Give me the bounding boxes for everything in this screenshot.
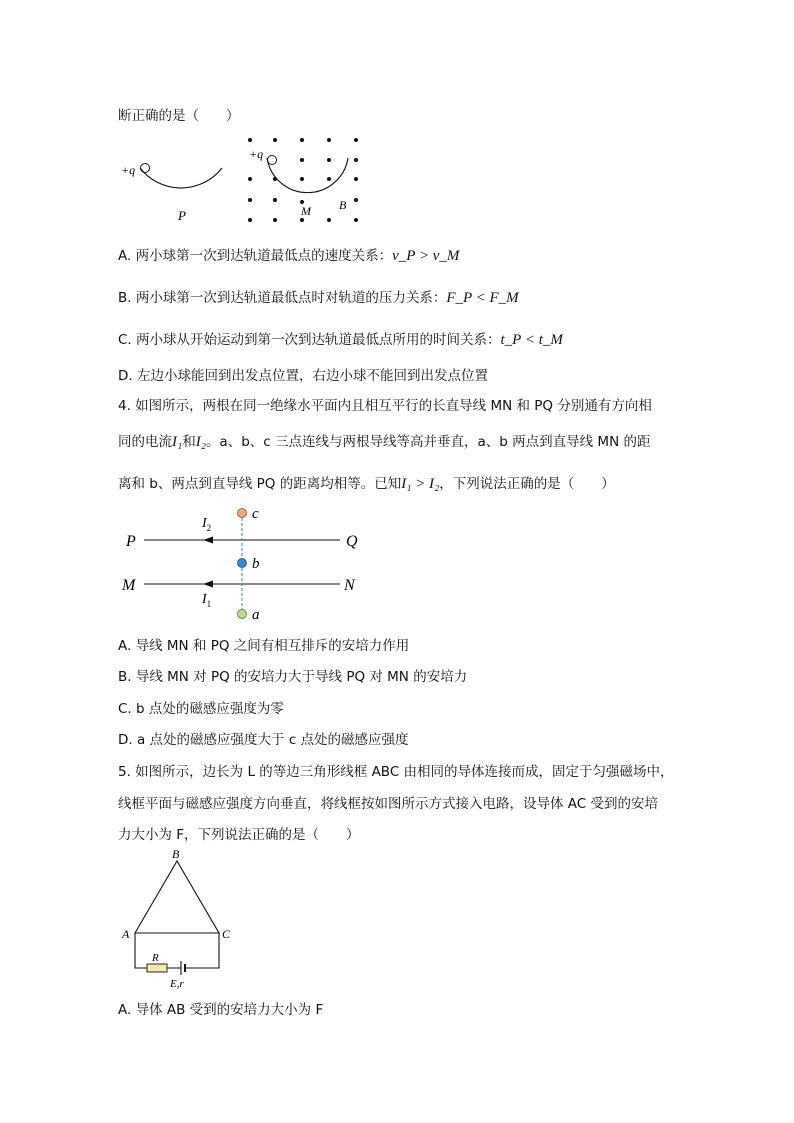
q3-option-a-math: v_P > v_M: [392, 248, 460, 264]
q5-triangle: [135, 861, 219, 933]
q3-option-b: B. 两小球第一次到达轨道最低点时对轨道的压力关系：F_P < F_M: [118, 290, 519, 306]
q4-label-I2: $I_2$: [202, 516, 212, 533]
q4-label-P: P: [126, 533, 136, 550]
q4-option-b: B. 导线 MN 对 PQ 的安培力大于导线 PQ 对 MN 的安培力: [118, 669, 468, 685]
q4-label-c: c: [252, 506, 259, 522]
q4-stem-line3: 离和 b、两点到直导线 PQ 的距离均相等。已知I₁ > I₂，下列说法正确的是（ ）: [118, 476, 615, 492]
q4-point-a: [238, 610, 247, 619]
q5-label-A: A: [122, 927, 130, 941]
q4-current-I1: I₁: [172, 434, 183, 450]
q5-label-Er: E,r: [170, 978, 184, 990]
q4-label-I1: $I_1$: [202, 592, 212, 609]
q4-label-Q: Q: [346, 533, 358, 550]
q4-point-b: [238, 559, 247, 568]
q3-label-M: M: [301, 204, 311, 218]
q4-condition: I₁ > I₂: [401, 476, 440, 492]
q3-charge-right: +q: [249, 147, 264, 161]
q5-label-R: R: [152, 952, 159, 964]
q4-figure: [118, 502, 368, 624]
q4-label-M: M: [122, 577, 136, 594]
q5-stem-line2: 线框平面与磁感应强度方向垂直，将线框按如图所示方式接入电路，设导体 AC 受到的安培: [118, 796, 659, 812]
q4-point-c: [238, 509, 247, 518]
q4-stem-line1: 4. 如图所示，两根在同一绝缘水平面内且相互平行的长直导线 MN 和 PQ 分别通有方向相: [118, 398, 652, 414]
q3-label-B: B: [339, 198, 347, 212]
q5-stem-line3: 力大小为 F，下列说法正确的是（ ）: [118, 827, 360, 843]
q4-arrow-MN: [203, 581, 213, 588]
q3-option-c-math: t_P < t_M: [500, 332, 563, 348]
q3-option-c: C. 两小球从开始运动到第一次到达轨道最低点所用的时间关系：t_P < t_M: [118, 332, 563, 348]
q3-label-P: P: [178, 208, 186, 223]
q3-track-left: [140, 168, 222, 188]
q4-option-a: A. 导线 MN 和 PQ 之间有相互排斥的安培力作用: [118, 638, 410, 654]
q3-stem-tail: 断正确的是（ ）: [118, 108, 240, 124]
q3-ball-left: [141, 164, 150, 173]
q3-option-b-math: F_P < F_M: [446, 290, 519, 306]
q3-figure: [115, 130, 375, 230]
q3-option-d: D. 左边小球能回到出发点位置，右边小球不能回到出发点位置: [118, 368, 488, 384]
q3-charge-left: +q: [121, 163, 136, 177]
q4-label-b: b: [252, 556, 260, 572]
q4-label-N: N: [344, 577, 355, 594]
q4-stem-line2: 同的电流I₁和I₂。a、b、c 三点连线与两根导线等高并垂直，a、b 两点到直导线 MN 的距: [118, 434, 651, 450]
q5-option-a: A. 导体 AB 受到的安培力大小为 F: [118, 1002, 324, 1018]
q4-arrow-PQ: [203, 537, 213, 544]
q5-stem-line1: 5. 如图所示，边长为 L 的等边三角形线框 ABC 由相同的导体连接而成，固定于匀强磁场中，: [118, 764, 674, 780]
q4-current-I2: I₂: [195, 434, 206, 450]
q3-ball-right: [268, 156, 277, 165]
q5-figure: [115, 845, 245, 990]
q4-option-d: D. a 点处的磁感应强度大于 c 点处的磁感应强度: [118, 732, 409, 748]
q3-track-right: [267, 158, 348, 193]
q5-circuit-wire: [135, 933, 219, 968]
q4-label-a: a: [252, 607, 260, 623]
q3-option-a: A. 两小球第一次到达轨道最低点的速度关系：v_P > v_M: [118, 248, 460, 264]
q5-label-C: C: [222, 927, 231, 941]
q4-option-c: C. b 点处的磁感应强度为零: [118, 701, 284, 717]
q5-resistor: [147, 964, 167, 972]
q5-label-B: B: [172, 847, 180, 861]
